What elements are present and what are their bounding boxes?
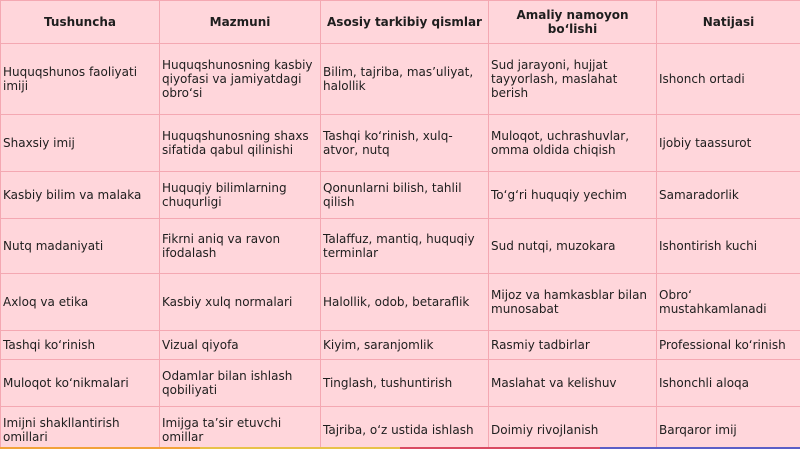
table-cell: Professional ko‘rinish (657, 331, 800, 360)
header-concept: Tushuncha (1, 1, 160, 44)
table-row (1, 219, 800, 274)
table-header-row (1, 1, 800, 44)
table-cell: Shaxsiy imij (1, 115, 160, 172)
table-cell: Doimiy rivojlanish (489, 407, 657, 449)
table-cell: Tajriba, o‘z ustida ishlash (321, 407, 489, 449)
table-cell: Huquqshunosning shaxs sifatida qabul qilinishi (160, 115, 321, 172)
table-cell: Ishonchli aloqa (657, 360, 800, 407)
table-cell: Sud jarayoni, hujjat tayyorlash, maslahat berish (489, 44, 657, 115)
table-cell: Huquqshunosning kasbiy qiyofasi va jamiyatdagi obro‘si (160, 44, 321, 115)
table-cell: Axloq va etika (1, 274, 160, 331)
table-cell: Mijoz va hamkasblar bilan munosabat (489, 274, 657, 331)
header-result: Natijasi (657, 1, 800, 44)
table-cell: Muloqot ko‘nikmalari (1, 360, 160, 407)
table-cell: Huquqiy bilimlarning chuqurligi (160, 172, 321, 219)
table-cell: Bilim, tajriba, mas’uliyat, halollik (321, 44, 489, 115)
table-cell: Ijobiy taassurot (657, 115, 800, 172)
table-cell: Nutq madaniyati (1, 219, 160, 274)
table-cell: To‘g‘ri huquqiy yechim (489, 172, 657, 219)
table-cell: Sud nutqi, muzokara (489, 219, 657, 274)
table-row (1, 407, 800, 449)
table-cell: Odamlar bilan ishlash qobiliyati (160, 360, 321, 407)
table-row (1, 44, 800, 115)
table-cell: Kasbiy xulq normalari (160, 274, 321, 331)
table-cell: Kiyim, saranjomlik (321, 331, 489, 360)
table-row (1, 172, 800, 219)
table-cell: Fikrni aniq va ravon ifodalash (160, 219, 321, 274)
table-cell: Barqaror imij (657, 407, 800, 449)
table-cell: Tinglash, tushuntirish (321, 360, 489, 407)
table-cell: Maslahat va kelishuv (489, 360, 657, 407)
table-cell: Vizual qiyofa (160, 331, 321, 360)
table-cell: Halollik, odob, betaraflik (321, 274, 489, 331)
table-cell: Huquqshunos faoliyati imiji (1, 44, 160, 115)
table-row (1, 331, 800, 360)
header-components: Asosiy tarkibiy qismlar (321, 1, 489, 44)
table-row (1, 115, 800, 172)
table-cell: Ishonch ortadi (657, 44, 800, 115)
table-cell: Tashqi ko‘rinish (1, 331, 160, 360)
table-cell: Ishontirish kuchi (657, 219, 800, 274)
table-cell: Tashqi ko‘rinish, xulq-atvor, nutq (321, 115, 489, 172)
table-row (1, 360, 800, 407)
table-cell: Imijga ta’sir etuvchi omillar (160, 407, 321, 449)
table-cell: Imijni shakllantirish omillari (1, 407, 160, 449)
table-row (1, 274, 800, 331)
header-practice: Amaliy namoyon bo‘lishi (489, 1, 657, 44)
table-cell: Samaradorlik (657, 172, 800, 219)
table-cell: Rasmiy tadbirlar (489, 331, 657, 360)
header-meaning: Mazmuni (160, 1, 321, 44)
table-cell: Kasbiy bilim va malaka (1, 172, 160, 219)
table-cell: Talaffuz, mantiq, huquqiy terminlar (321, 219, 489, 274)
table-cell: Obro‘ mustahkamlanadi (657, 274, 800, 331)
table-cell: Muloqot, uchrashuvlar, omma oldida chiqish (489, 115, 657, 172)
table-cell: Qonunlarni bilish, tahlil qilish (321, 172, 489, 219)
